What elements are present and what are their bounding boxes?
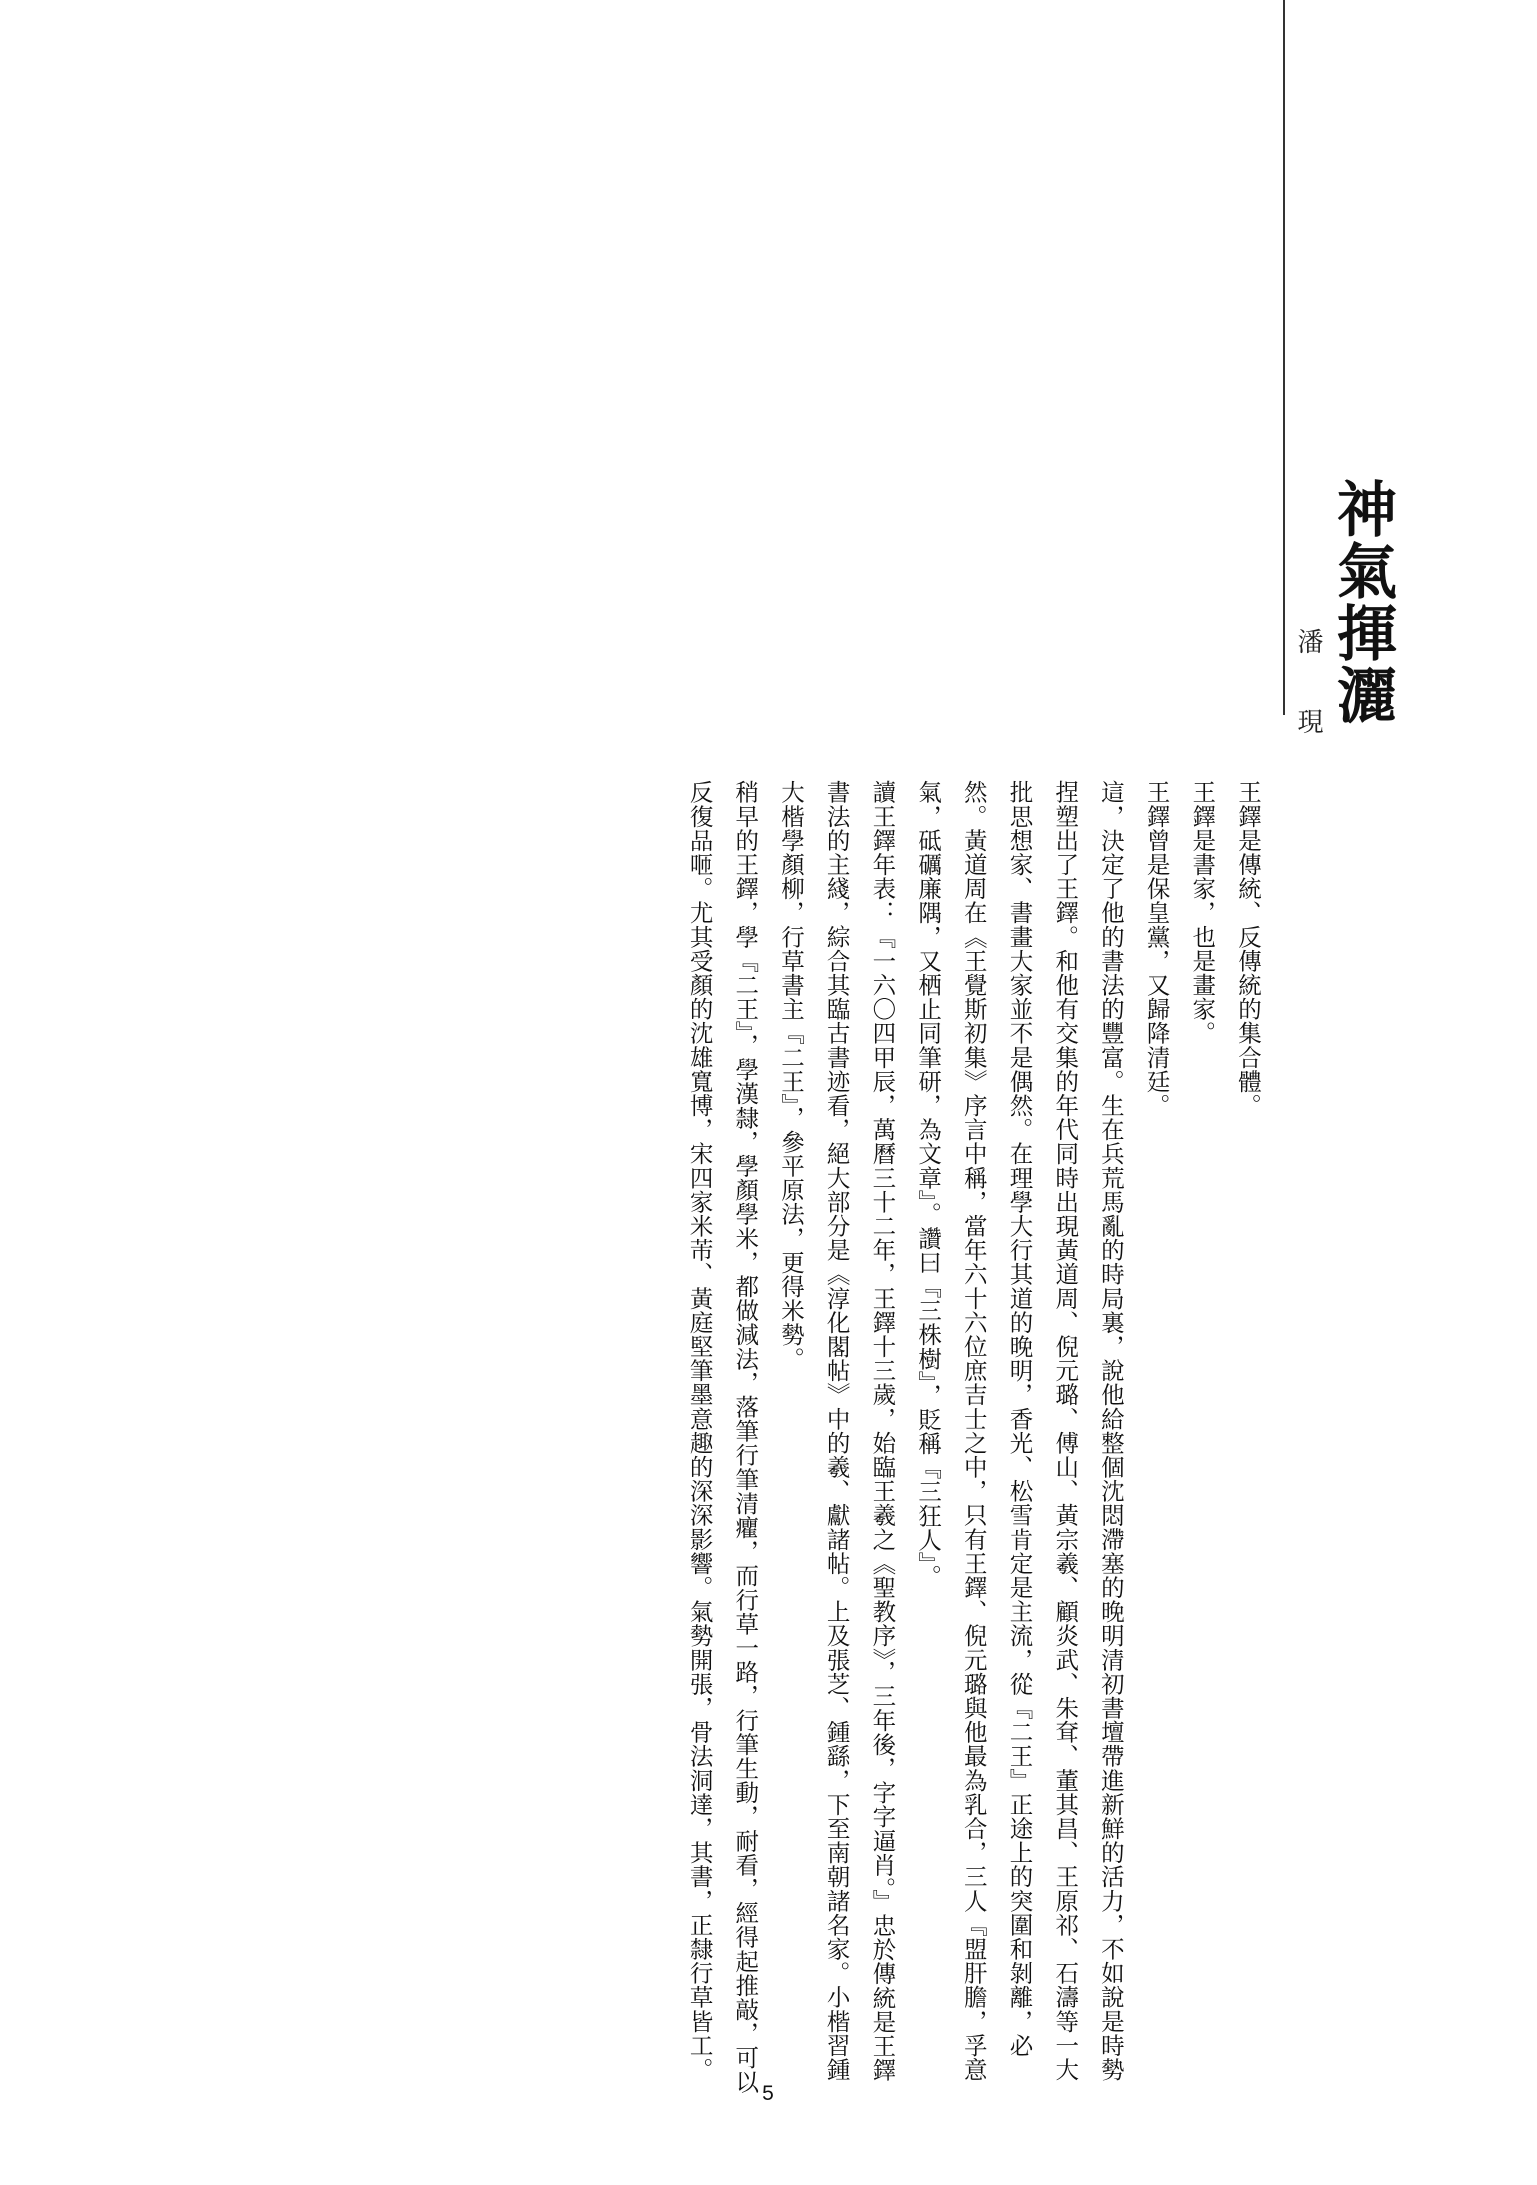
vertical-rule	[1283, 0, 1285, 715]
body-paragraph: 王鐸是書家，也是畫家。	[1188, 780, 1217, 1046]
body-paragraph: 讀王鐸年表：『一六〇四甲辰，萬曆三十二年，王鐸十三歲，始臨王羲之《聖教序》，三年後，字字逼肖。』忠於傳統是王鐸書法的主綫，綜合其臨古書迹看，絕大部分是《淳化閣帖》中的羲、獻諸帖。上及張芝、鍾繇，下至南朝諸名家。小楷習鍾大楷學顏柳，行草書主『二王』，參平原法，更得米勢。	[776, 780, 897, 2082]
body-paragraph: 王鐸是傳統、反傳統的集合體。	[1234, 780, 1262, 1118]
page-number: 5	[762, 2082, 774, 2105]
body-paragraph: 王鐸曾是保皇黨，又歸降清廷。	[1142, 780, 1171, 1118]
article-body	[210, 780, 1270, 2100]
body-paragraph: 這，決定了他的書法的豐富。生在兵荒馬亂的時局裏，說他給整個沈悶滯塞的晚明清初書壇帶進新鮮的活力，不如說是時勢捏塑出了王鐸。和他有交集的年代同時出現黃道周、倪元璐、傅山、黃宗羲、顧炎武、朱耷、董其昌、王原祁、石濤等一大批思想家、書畫大家並不是偶然。在理學大行其道的晚明，香光、松雪肯定是主流，從『二王』正途上的突圍和剝離，必然。黃道周在《王覺斯初集》序言中稱，當年六十六位庶吉士之中，只有王鐸、倪元璐與他最為乳合，三人『盟肝膽，孚意氣，砥礪廉隅，又栖止同筆研，為文章』。讚曰『三株樹』，貶稱『三狂人』。	[914, 780, 1125, 2082]
author-name: 潘 現	[1293, 628, 1323, 748]
body-paragraph: 稍早的王鐸，學『二王』，學漢隸，學顏學米，都做減法，落筆行筆清癯，而行草一路，行筆生動，耐看，經得起推敲，可以反復品咂。尤其受顏的沈雄寬博，宋四家米芾、黃庭堅筆墨意趣的深深影響。氣勢開張，骨法洞達，其書，正隸行草皆工。	[685, 780, 760, 2094]
article-title: 神氣揮灑	[1327, 478, 1397, 726]
